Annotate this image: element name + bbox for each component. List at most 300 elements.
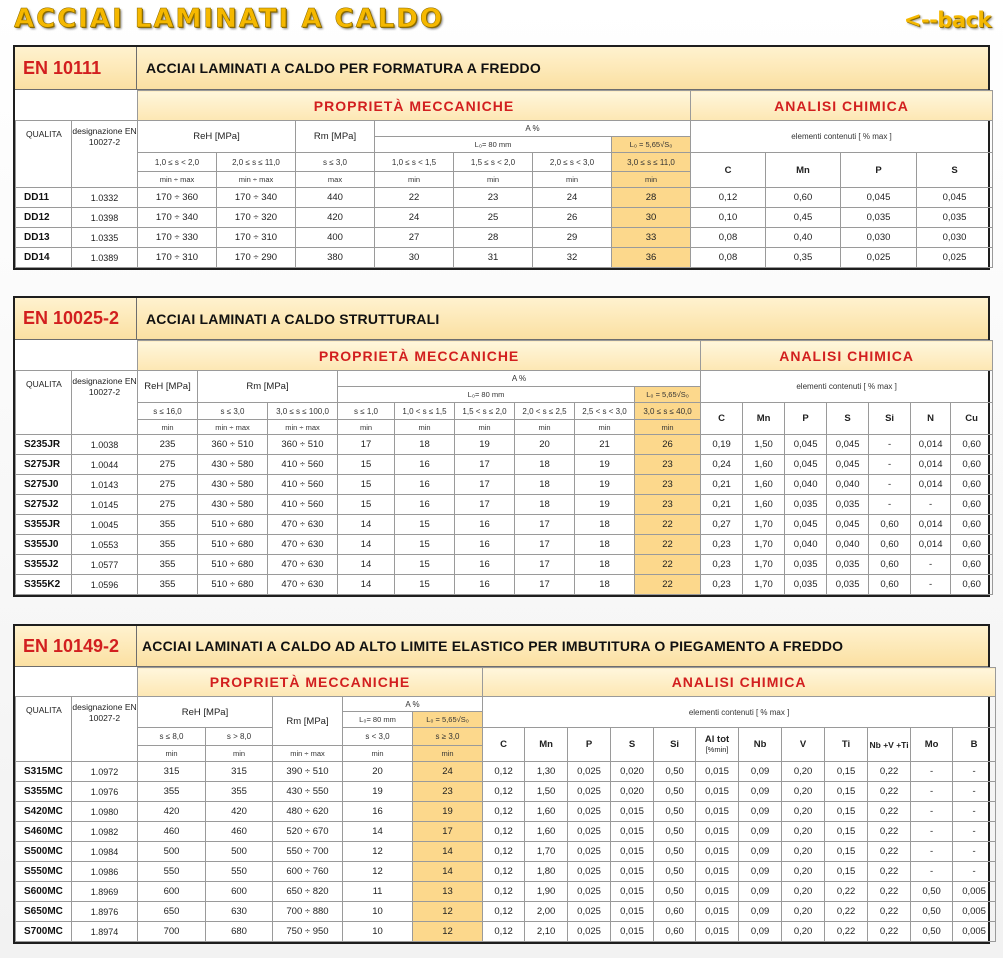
value-cell: 355 (138, 535, 198, 555)
value-cell: 0,50 (654, 822, 696, 842)
value-cell: 19 (575, 475, 635, 495)
value-cell: 0,014 (911, 475, 951, 495)
value-cell: 170 ÷ 340 (138, 208, 217, 228)
value-cell: 1,60 (525, 802, 568, 822)
value-cell: 0,24 (701, 455, 743, 475)
designation-cell: 1.8969 (72, 882, 138, 902)
value-cell: 19 (413, 802, 483, 822)
value-cell: 0,20 (782, 782, 825, 802)
qualita-header: QUALITA (16, 371, 72, 435)
value-cell: 440 (296, 188, 375, 208)
value-cell: 0,045 (785, 435, 827, 455)
mech-header: PROPRIETÀ MECCANICHE (138, 668, 483, 697)
value-cell: 28 (454, 228, 533, 248)
value-cell: 30 (612, 208, 691, 228)
value-cell: 0,12 (483, 762, 525, 782)
value-cell: 19 (343, 782, 413, 802)
value-cell: 26 (635, 435, 701, 455)
value-cell: 360 ÷ 510 (268, 435, 338, 455)
value-cell: 0,035 (785, 555, 827, 575)
element-header: Si (654, 728, 696, 762)
range-header: 1,0 < s ≤ 1,5 (395, 403, 455, 420)
table-row (16, 882, 996, 902)
designazione-header: designazione EN 10027-2 (72, 697, 138, 762)
value-cell: 750 ÷ 950 (273, 922, 343, 942)
value-cell: 0,045 (785, 455, 827, 475)
back-link[interactable]: <--back (903, 8, 991, 32)
elements-header: elementi contenuti [ % max ] (483, 697, 996, 728)
unit-header: min (612, 172, 691, 188)
table-body (16, 762, 996, 942)
value-cell: 0,025 (568, 842, 611, 862)
value-cell: 500 (206, 842, 273, 862)
value-cell: - (911, 782, 953, 802)
value-cell: 460 (138, 822, 206, 842)
value-cell: 0,22 (868, 762, 911, 782)
value-cell: 0,025 (917, 248, 993, 268)
value-cell: 0,015 (611, 882, 654, 902)
reh-header: ReH [MPa] (138, 697, 273, 728)
value-cell: 700 (138, 922, 206, 942)
value-cell: 26 (533, 208, 612, 228)
value-cell: 0,09 (739, 862, 782, 882)
value-cell: 0,27 (701, 515, 743, 535)
value-cell: 0,025 (568, 782, 611, 802)
element-header: S (917, 153, 993, 188)
value-cell: 510 ÷ 680 (198, 535, 268, 555)
grade-cell: S315MC (16, 762, 72, 782)
value-cell: 0,22 (868, 882, 911, 902)
value-cell: 0,045 (827, 515, 869, 535)
element-header: Mn (525, 728, 568, 762)
section-title: ACCIAI LAMINATI A CALDO AD ALTO LIMITE ELASTICO PER IMBUTITURA O PIEGAMENTO A FREDDO (142, 638, 844, 654)
grade-cell: S650MC (16, 902, 72, 922)
value-cell: 0,60 (951, 555, 993, 575)
element-header-al (696, 728, 739, 762)
value-cell: 23 (635, 455, 701, 475)
unit-header: min (343, 746, 413, 762)
value-cell: 0,045 (917, 188, 993, 208)
table-row (16, 455, 993, 475)
range-header: s ≤ 1,0 (338, 403, 395, 420)
value-cell: 600 (138, 882, 206, 902)
value-cell: 355 (138, 555, 198, 575)
unit-header: min ÷ max (268, 420, 338, 435)
value-cell: 24 (375, 208, 454, 228)
value-cell: 15 (395, 575, 455, 595)
value-cell: 0,045 (827, 435, 869, 455)
value-cell: 315 (206, 762, 273, 782)
table-row (16, 922, 996, 942)
value-cell: 0,50 (654, 782, 696, 802)
value-cell: 550 ÷ 700 (273, 842, 343, 862)
value-cell: - (953, 842, 996, 862)
value-cell: 1,70 (743, 515, 785, 535)
value-cell: 355 (138, 575, 198, 595)
value-cell: - (911, 862, 953, 882)
section-header (15, 298, 988, 340)
value-cell: 0,014 (911, 515, 951, 535)
value-cell: 16 (343, 802, 413, 822)
value-cell: 0,08 (691, 248, 766, 268)
value-cell: 170 ÷ 310 (138, 248, 217, 268)
value-cell: 17 (515, 575, 575, 595)
designation-cell: 1.0596 (72, 575, 138, 595)
qualita-header: QUALITA (16, 697, 72, 762)
value-cell: 0,005 (953, 902, 996, 922)
value-cell: 410 ÷ 560 (268, 495, 338, 515)
value-cell: - (869, 495, 911, 515)
grade-cell: DD13 (16, 228, 72, 248)
value-cell: 0,035 (827, 555, 869, 575)
value-cell: 2,10 (525, 922, 568, 942)
value-cell: 0,040 (785, 475, 827, 495)
value-cell: 2,00 (525, 902, 568, 922)
value-cell: 0,22 (868, 822, 911, 842)
value-cell: 0,09 (739, 822, 782, 842)
value-cell: 16 (455, 535, 515, 555)
value-cell: 420 (296, 208, 375, 228)
value-cell: 0,15 (825, 782, 868, 802)
unit-header: min (206, 746, 273, 762)
value-cell: 0,23 (701, 555, 743, 575)
value-cell: 16 (395, 475, 455, 495)
value-cell: 410 ÷ 560 (268, 455, 338, 475)
value-cell: 0,60 (951, 515, 993, 535)
value-cell: 0,020 (611, 782, 654, 802)
range-header: 1,0 ≤ s < 2,0 (138, 153, 217, 172)
value-cell: 10 (343, 922, 413, 942)
designazione-header: designazione EN 10027-2 (72, 371, 138, 435)
mech-header: PROPRIETÀ MECCANICHE (138, 91, 691, 121)
value-cell: 0,09 (739, 762, 782, 782)
value-cell: 0,035 (827, 495, 869, 515)
value-cell: 32 (533, 248, 612, 268)
designation-cell: 1.0984 (72, 842, 138, 862)
value-cell: 0,21 (701, 475, 743, 495)
value-cell: 0,035 (827, 575, 869, 595)
value-cell: 500 (138, 842, 206, 862)
value-cell: 275 (138, 455, 198, 475)
value-cell: - (911, 555, 951, 575)
section-header (15, 47, 988, 90)
range-header: 3,0 ≤ s ≤ 100,0 (268, 403, 338, 420)
value-cell: 0,20 (782, 922, 825, 942)
value-cell: 1,50 (525, 782, 568, 802)
value-cell: 30 (375, 248, 454, 268)
table-row (16, 228, 993, 248)
value-cell: 0,025 (568, 922, 611, 942)
value-cell: 680 (206, 922, 273, 942)
value-cell: - (911, 802, 953, 822)
value-cell: 22 (635, 535, 701, 555)
value-cell: 0,015 (611, 862, 654, 882)
value-cell: 0,22 (868, 862, 911, 882)
range-header: 2,0 < s ≤ 2,5 (515, 403, 575, 420)
value-cell: 0,015 (611, 922, 654, 942)
value-cell: 0,09 (739, 882, 782, 902)
element-header: Si (869, 403, 911, 435)
value-cell: 0,015 (611, 802, 654, 822)
value-cell: 15 (338, 455, 395, 475)
value-cell: 550 (138, 862, 206, 882)
elements-header: elementi contenuti [ % max ] (691, 121, 993, 153)
value-cell: 355 (138, 515, 198, 535)
value-cell: - (869, 435, 911, 455)
value-cell: 24 (413, 762, 483, 782)
table-row (16, 208, 993, 228)
chem-header: ANALISI CHIMICA (483, 668, 996, 697)
value-cell: 0,025 (568, 882, 611, 902)
value-cell: 0,60 (951, 535, 993, 555)
value-cell: 0,12 (483, 802, 525, 822)
table-row (16, 495, 993, 515)
value-cell: 12 (343, 862, 413, 882)
range-header: s ≤ 3,0 (296, 153, 375, 172)
elements-header: elementi contenuti [ % max ] (701, 371, 993, 403)
value-cell: 17 (515, 515, 575, 535)
section-code: EN 10149-2 (15, 626, 137, 666)
value-cell: 0,015 (696, 842, 739, 862)
table-body (16, 435, 993, 595)
value-cell: 0,23 (701, 535, 743, 555)
l565-header: L₀ = 5,65√S₀ (413, 712, 483, 728)
section-title: ACCIAI LAMINATI A CALDO PER FORMATURA A FREDDO (146, 60, 541, 76)
unit-header: max (296, 172, 375, 188)
value-cell: 0,20 (782, 802, 825, 822)
unit-header: min ÷ max (273, 746, 343, 762)
value-cell: 650 (138, 902, 206, 922)
reh-header: ReH [MPa] (138, 371, 198, 403)
value-cell: 0,21 (701, 495, 743, 515)
grade-cell: S275J0 (16, 475, 72, 495)
value-cell: 0,08 (691, 228, 766, 248)
value-cell: 0,22 (825, 882, 868, 902)
value-cell: 0,60 (869, 575, 911, 595)
qualita-header: QUALITA (16, 121, 72, 188)
value-cell: 0,015 (696, 802, 739, 822)
value-cell: 520 ÷ 670 (273, 822, 343, 842)
table-row (16, 248, 993, 268)
value-cell: 16 (455, 515, 515, 535)
value-cell: 0,60 (951, 575, 993, 595)
range-header: s ≤ 8,0 (138, 728, 206, 746)
element-header: Mn (743, 403, 785, 435)
table-row (16, 802, 996, 822)
designation-cell: 1.0976 (72, 782, 138, 802)
value-cell: 0,040 (785, 535, 827, 555)
value-cell: 0,12 (483, 882, 525, 902)
value-cell: 18 (575, 555, 635, 575)
designation-cell: 1.0335 (72, 228, 138, 248)
designation-cell: 1.8976 (72, 902, 138, 922)
element-header: P (841, 153, 917, 188)
value-cell: 23 (413, 782, 483, 802)
table-row (16, 782, 996, 802)
value-cell: 20 (343, 762, 413, 782)
value-cell: 0,35 (766, 248, 841, 268)
value-cell: 14 (338, 575, 395, 595)
value-cell: 0,60 (869, 515, 911, 535)
value-cell: - (953, 822, 996, 842)
value-cell: 18 (575, 515, 635, 535)
value-cell: 0,005 (953, 922, 996, 942)
value-cell: 0,22 (868, 802, 911, 822)
value-cell: 18 (575, 535, 635, 555)
section-header (15, 626, 988, 667)
al-unit-label: [%min] (705, 744, 729, 754)
grade-cell: S500MC (16, 842, 72, 862)
value-cell: 0,09 (739, 802, 782, 822)
value-cell: - (911, 822, 953, 842)
value-cell: 0,15 (825, 762, 868, 782)
value-cell: 0,12 (483, 822, 525, 842)
table-row (16, 435, 993, 455)
value-cell: 470 ÷ 630 (268, 515, 338, 535)
value-cell: 16 (455, 575, 515, 595)
chem-header: ANALISI CHIMICA (691, 91, 993, 121)
value-cell: 0,60 (654, 902, 696, 922)
value-cell: 700 ÷ 880 (273, 902, 343, 922)
value-cell: 0,20 (782, 902, 825, 922)
value-cell: - (953, 762, 996, 782)
value-cell: 0,12 (483, 862, 525, 882)
designation-cell: 1.0986 (72, 862, 138, 882)
value-cell: 0,45 (766, 208, 841, 228)
value-cell: 0,015 (611, 822, 654, 842)
value-cell: 0,15 (825, 822, 868, 842)
value-cell: 0,035 (785, 575, 827, 595)
value-cell: 15 (395, 555, 455, 575)
value-cell: - (869, 475, 911, 495)
chem-header: ANALISI CHIMICA (701, 341, 993, 371)
table-row (16, 535, 993, 555)
grade-cell: S355K2 (16, 575, 72, 595)
value-cell: 14 (413, 842, 483, 862)
value-cell: 0,12 (691, 188, 766, 208)
grade-cell: S355J0 (16, 535, 72, 555)
properties-table (15, 667, 996, 942)
value-cell: 430 ÷ 580 (198, 495, 268, 515)
value-cell: - (911, 495, 951, 515)
value-cell: 0,15 (825, 862, 868, 882)
value-cell: 470 ÷ 630 (268, 555, 338, 575)
value-cell: 0,015 (696, 822, 739, 842)
value-cell: 14 (338, 535, 395, 555)
element-header: P (785, 403, 827, 435)
rm-header: Rm [MPa] (296, 121, 375, 153)
designation-cell: 1.0389 (72, 248, 138, 268)
value-cell: 510 ÷ 680 (198, 555, 268, 575)
value-cell: - (869, 455, 911, 475)
value-cell: 1,70 (525, 842, 568, 862)
value-cell: 25 (454, 208, 533, 228)
element-header: N (911, 403, 951, 435)
value-cell: 1,60 (743, 495, 785, 515)
value-cell: 17 (455, 495, 515, 515)
value-cell: 0,020 (611, 762, 654, 782)
value-cell: 0,015 (696, 762, 739, 782)
range-header: 3,0 ≤ s ≤ 11,0 (612, 153, 691, 172)
value-cell: 315 (138, 762, 206, 782)
value-cell: 470 ÷ 630 (268, 575, 338, 595)
value-cell: 1,60 (743, 455, 785, 475)
value-cell: 18 (515, 455, 575, 475)
value-cell: - (953, 862, 996, 882)
properties-table (15, 340, 993, 595)
value-cell: 17 (515, 555, 575, 575)
unit-header: min (454, 172, 533, 188)
value-cell: 24 (533, 188, 612, 208)
value-cell: 510 ÷ 680 (198, 515, 268, 535)
value-cell: 0,50 (654, 762, 696, 782)
value-cell: 0,50 (911, 922, 953, 942)
value-cell: 0,015 (696, 862, 739, 882)
element-header: Mo (911, 728, 953, 762)
grade-cell: S600MC (16, 882, 72, 902)
value-cell: 0,20 (782, 862, 825, 882)
value-cell: 0,50 (654, 882, 696, 902)
value-cell: 1,30 (525, 762, 568, 782)
value-cell: 0,22 (825, 902, 868, 922)
l80-header: L₀= 80 mm (343, 712, 413, 728)
value-cell: 17 (455, 475, 515, 495)
al-tot-label: Al tot (704, 733, 730, 745)
value-cell: 0,60 (869, 535, 911, 555)
a-header: A % (338, 371, 701, 387)
grade-cell: S460MC (16, 822, 72, 842)
range-header: s > 8,0 (206, 728, 273, 746)
value-cell: 380 (296, 248, 375, 268)
value-cell: 0,015 (696, 882, 739, 902)
value-cell: 0,035 (785, 495, 827, 515)
grade-cell: S235JR (16, 435, 72, 455)
element-header: C (701, 403, 743, 435)
designation-cell: 1.0145 (72, 495, 138, 515)
value-cell: 0,09 (739, 842, 782, 862)
range-header: s ≤ 16,0 (138, 403, 198, 420)
value-cell: 0,40 (766, 228, 841, 248)
designation-cell: 1.0577 (72, 555, 138, 575)
value-cell: 460 (206, 822, 273, 842)
unit-header: min (138, 420, 198, 435)
value-cell: 0,045 (841, 188, 917, 208)
value-cell: 355 (206, 782, 273, 802)
value-cell: 600 (206, 882, 273, 902)
unit-header: min ÷ max (217, 172, 296, 188)
designation-cell: 1.0044 (72, 455, 138, 475)
value-cell: 0,015 (611, 842, 654, 862)
value-cell: 0,15 (825, 802, 868, 822)
value-cell: 23 (454, 188, 533, 208)
value-cell: 430 ÷ 580 (198, 475, 268, 495)
range-header: 3,0 ≤ s ≤ 40,0 (635, 403, 701, 420)
value-cell: 275 (138, 475, 198, 495)
range-header: 2,0 ≤ s ≤ 11,0 (217, 153, 296, 172)
value-cell: 0,19 (701, 435, 743, 455)
value-cell: 0,030 (841, 228, 917, 248)
grade-cell: S355J2 (16, 555, 72, 575)
designation-cell: 1.0980 (72, 802, 138, 822)
value-cell: 16 (395, 495, 455, 515)
value-cell: 0,10 (691, 208, 766, 228)
designation-cell: 1.0398 (72, 208, 138, 228)
table-row (16, 188, 993, 208)
table-row (16, 762, 996, 782)
value-cell: 0,015 (696, 782, 739, 802)
value-cell: 0,50 (654, 842, 696, 862)
l565-header: L₀ = 5,65√S₀ (635, 387, 701, 403)
